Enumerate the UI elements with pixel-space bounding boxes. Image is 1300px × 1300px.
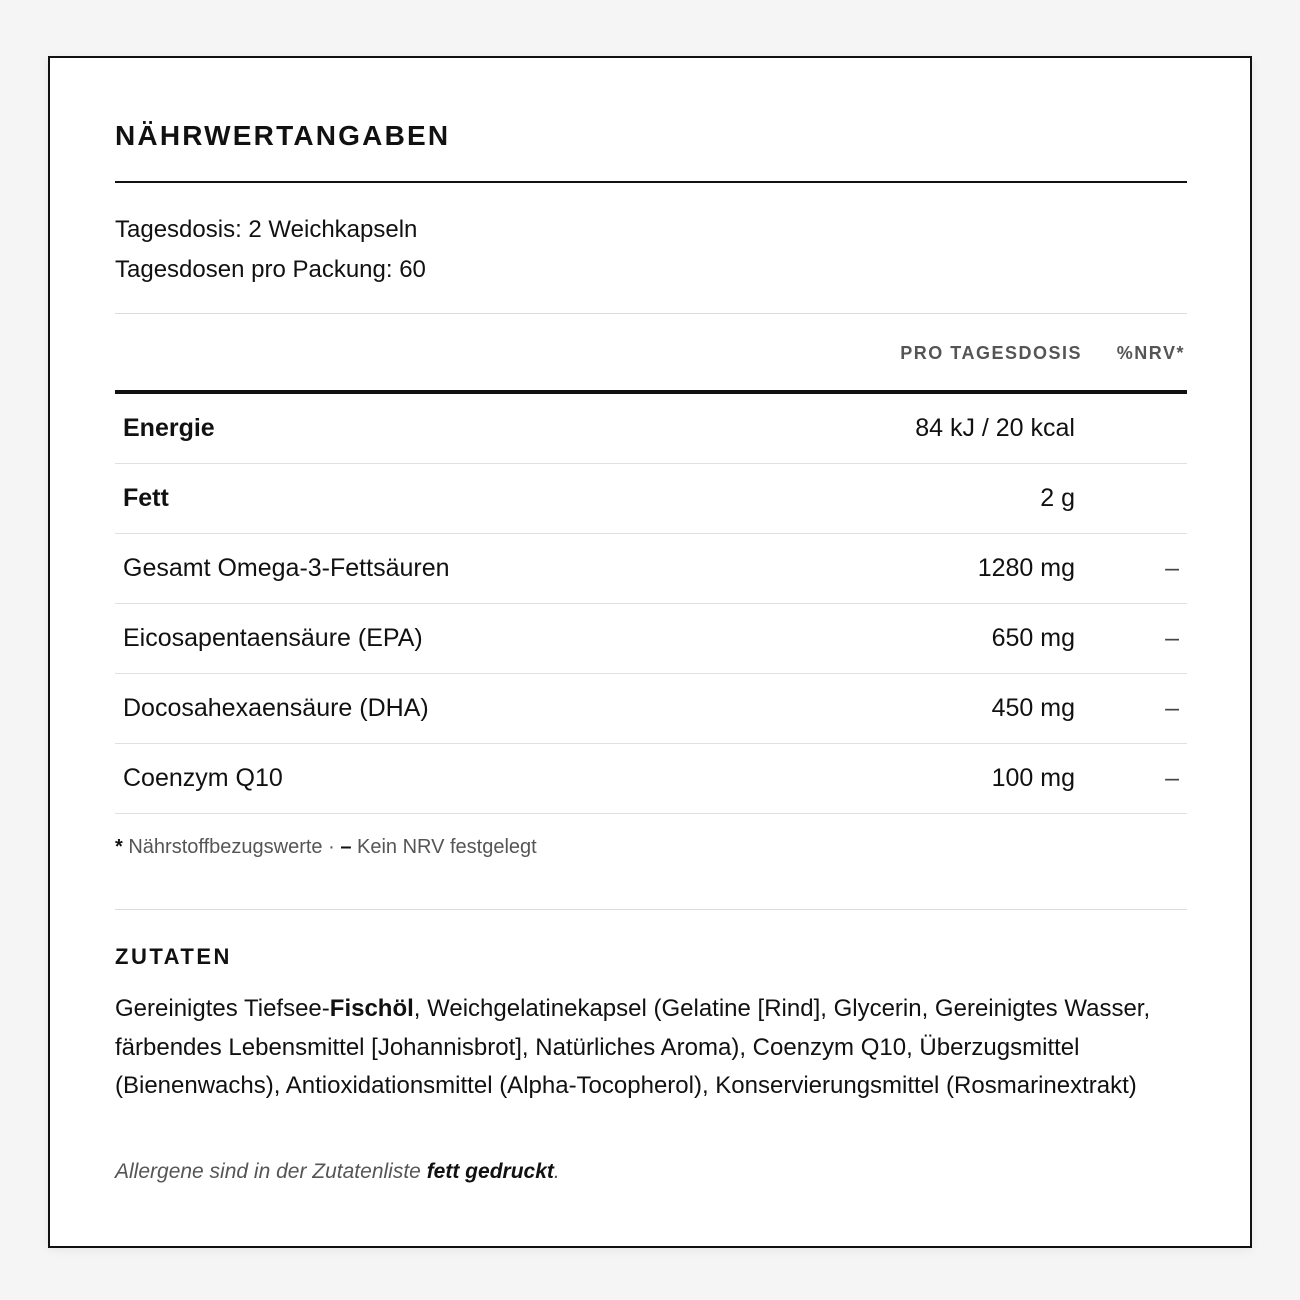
table-row <box>115 464 1187 534</box>
nutrient-nrv: – <box>1165 554 1179 582</box>
nutrition-card <box>48 56 1252 1248</box>
nutrient-amount: 450 mg <box>991 694 1075 722</box>
ingredients-text-after: , Weichgelatinekapsel (Gelatine [Rind], Glycerin, Gereinigtes Wasser, färbendes Lebensmittel [Johannisbrot], Natürliches Aroma), Coenzym Q10, Überzugsmittel (Bienenwachs), Antioxidationsmittel (Alpha-Tocopherol), Konservierungsmittel (Rosmarinextrakt) <box>115 995 1151 1099</box>
nutrient-name: Fett <box>123 484 169 512</box>
allergen-note-after: . <box>553 1160 560 1183</box>
footnote-star-text: Nährstoffbezugswerte · <box>122 836 341 858</box>
serving-doses-per-pack: Tagesdosen pro Packung: 60 <box>115 256 426 283</box>
ingredients-title: ZUTATEN <box>115 944 232 969</box>
nutrient-nrv: – <box>1165 624 1179 652</box>
footnote-dash: – <box>340 836 352 858</box>
title-divider <box>115 181 1187 183</box>
nutrient-amount: 84 kJ / 20 kcal <box>915 414 1075 442</box>
ingredients-allergen: Fischöl <box>329 995 414 1022</box>
nutrient-name: Eicosapentaensäure (EPA) <box>123 624 423 652</box>
nutrient-nrv: – <box>1165 694 1179 722</box>
serving-info <box>115 210 426 290</box>
ingredients-text <box>115 990 1187 1106</box>
nutrient-amount: 650 mg <box>991 624 1075 652</box>
table-row <box>115 674 1187 744</box>
ingredients-text-before: Gereinigtes Tiefsee- <box>115 995 330 1022</box>
table-row <box>115 744 1187 814</box>
table-row <box>115 604 1187 674</box>
allergen-note <box>115 1160 560 1184</box>
column-header-amount: PRO TAGESDOSIS <box>900 343 1082 363</box>
nutrition-table <box>115 394 1187 814</box>
nutrient-amount: 100 mg <box>991 764 1075 792</box>
footnote-star: * <box>115 836 123 858</box>
allergen-note-before: Allergene sind in der Zutatenliste <box>115 1160 427 1183</box>
nutrient-amount: 1280 mg <box>977 554 1075 582</box>
serving-dose: Tagesdosis: 2 Weichkapseln <box>115 216 418 243</box>
nutrient-name: Energie <box>123 414 215 442</box>
column-header-nrv: %NRV* <box>1116 343 1185 363</box>
ingredients-divider <box>115 909 1187 910</box>
nutrient-name: Docosahexaensäure (DHA) <box>123 694 429 722</box>
nutrient-name: Coenzym Q10 <box>123 764 283 792</box>
nutrient-amount: 2 g <box>1040 484 1075 512</box>
nrv-footnote <box>115 836 537 859</box>
nutrient-name: Gesamt Omega-3-Fettsäuren <box>123 554 450 582</box>
allergen-note-bold: fett gedruckt <box>426 1160 554 1183</box>
table-row <box>115 394 1187 464</box>
table-row <box>115 534 1187 604</box>
nutrition-title: NÄHRWERTANGABEN <box>115 120 451 151</box>
nutrient-nrv: – <box>1165 764 1179 792</box>
serving-divider <box>115 313 1187 314</box>
footnote-dash-text: Kein NRV festgelegt <box>351 836 537 858</box>
